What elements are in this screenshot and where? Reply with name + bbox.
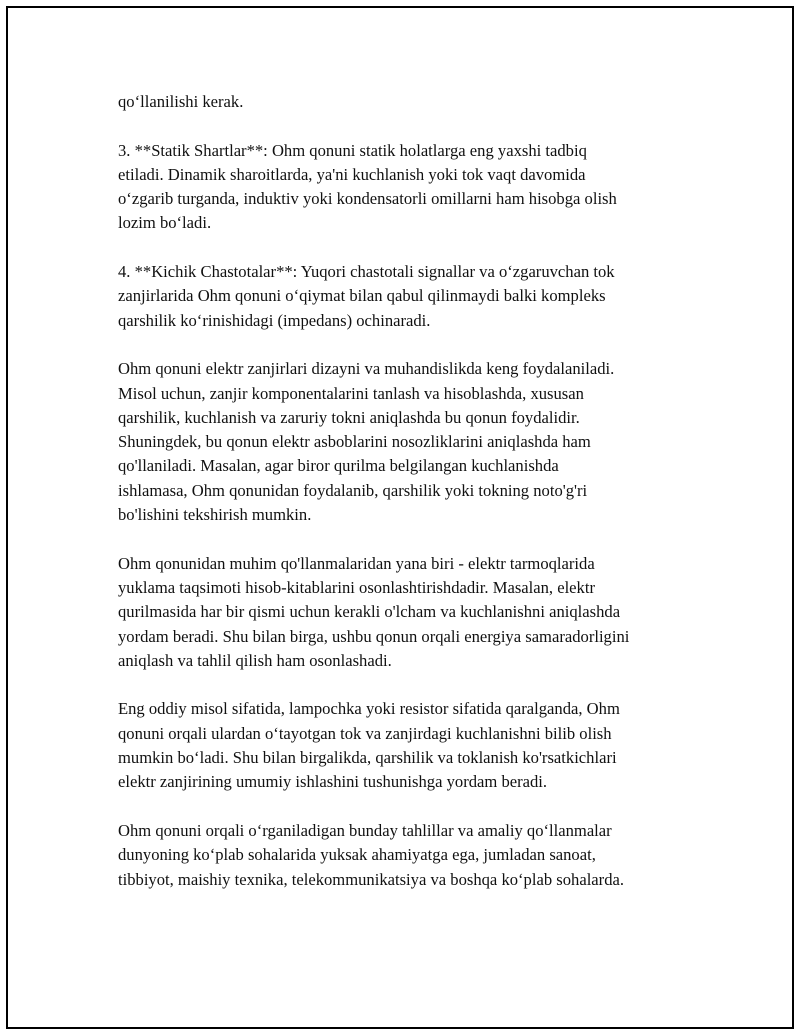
document-body <box>118 90 698 916</box>
paragraph-circuit-design: Ohm qonuni elektr zanjirlari dizayni va muhandislikda keng foydalaniladi. Misol uchun, zanjir komponentalarini tanlash va hisoblashda, xususan qarshilik, kuchlanish va zaruriy tokni aniqlashda bu qonun foydalidir. Shuningdek, bu qonun elektr asboblarini nosozliklarini aniqlashda ham qo'llaniladi. Masalan, agar biror qurilma belgilangan kuchlanishda ishlamasa, Ohm qonunidan foydalanib, qarshilik yoki tokning noto'g'ri bo'lishini tekshirish mumkin. <box>118 359 615 525</box>
paragraph-small-frequencies: 4. **Kichik Chastotalar**: Yuqori chastotali signallar va o‘zgaruvchan tok zanjirlarida Ohm qonuni o‘qiymat bilan qabul qilinmaydi balki kompleks qarshilik ko‘rinishidagi (impedans) ochinaradi. <box>118 262 615 330</box>
paragraph-applications: Ohm qonuni orqali o‘rganiladigan bunday tahlillar va amaliy qo‘llanmalar dunyoning ko‘plab sohalarida yuksak ahamiyatga ega, jumladan sanoat, tibbiyot, maishiy texnika, telekommunikatsiya va boshqa ko‘plab sohalarda. <box>118 820 625 889</box>
paragraph-load-distribution: Ohm qonunidan muhim qo'llanmalaridan yana biri - elektr tarmoqlarida yuklama taqsimoti hisob-kitablarini osonlashtirishdadir. Masalan, elektr qurilmasida har bir qismi uchun kerakli o'lcham va kuchlanishni aniqlashda yordam beradi. Shu bilan birga, ushbu qonun orqali energiya samaradorligini aniqlash va tahlil qilish ham osonlashadi. <box>118 553 630 670</box>
paragraph-simple-example: Eng oddiy misol sifatida, lampochka yoki resistor sifatida qaralganda, Ohm qonuni orqali ulardan o‘tayotgan tok va zanjirdagi kuchlanishni bilib olish mumkin bo‘ladi. Shu bilan birgalikda, qarshilik va toklanish ko'rsatkichlari elektr zanjirining umumiy ishlashini tushunishga yordam beradi. <box>118 699 620 792</box>
paragraph-static-conditions: 3. **Statik Shartlar**: Ohm qonuni statik holatlarga eng yaxshi tadbiq etiladi. Dinamik sharoitlarda, ya'ni kuchlanish yoki tok vaqt davomida o‘zgarib turganda, induktiv yoki kondensatorli omillarni ham hisobga olish lozim bo‘ladi. <box>118 140 617 233</box>
paragraph-continuation: qo‘llanilishi kerak. <box>118 92 244 111</box>
